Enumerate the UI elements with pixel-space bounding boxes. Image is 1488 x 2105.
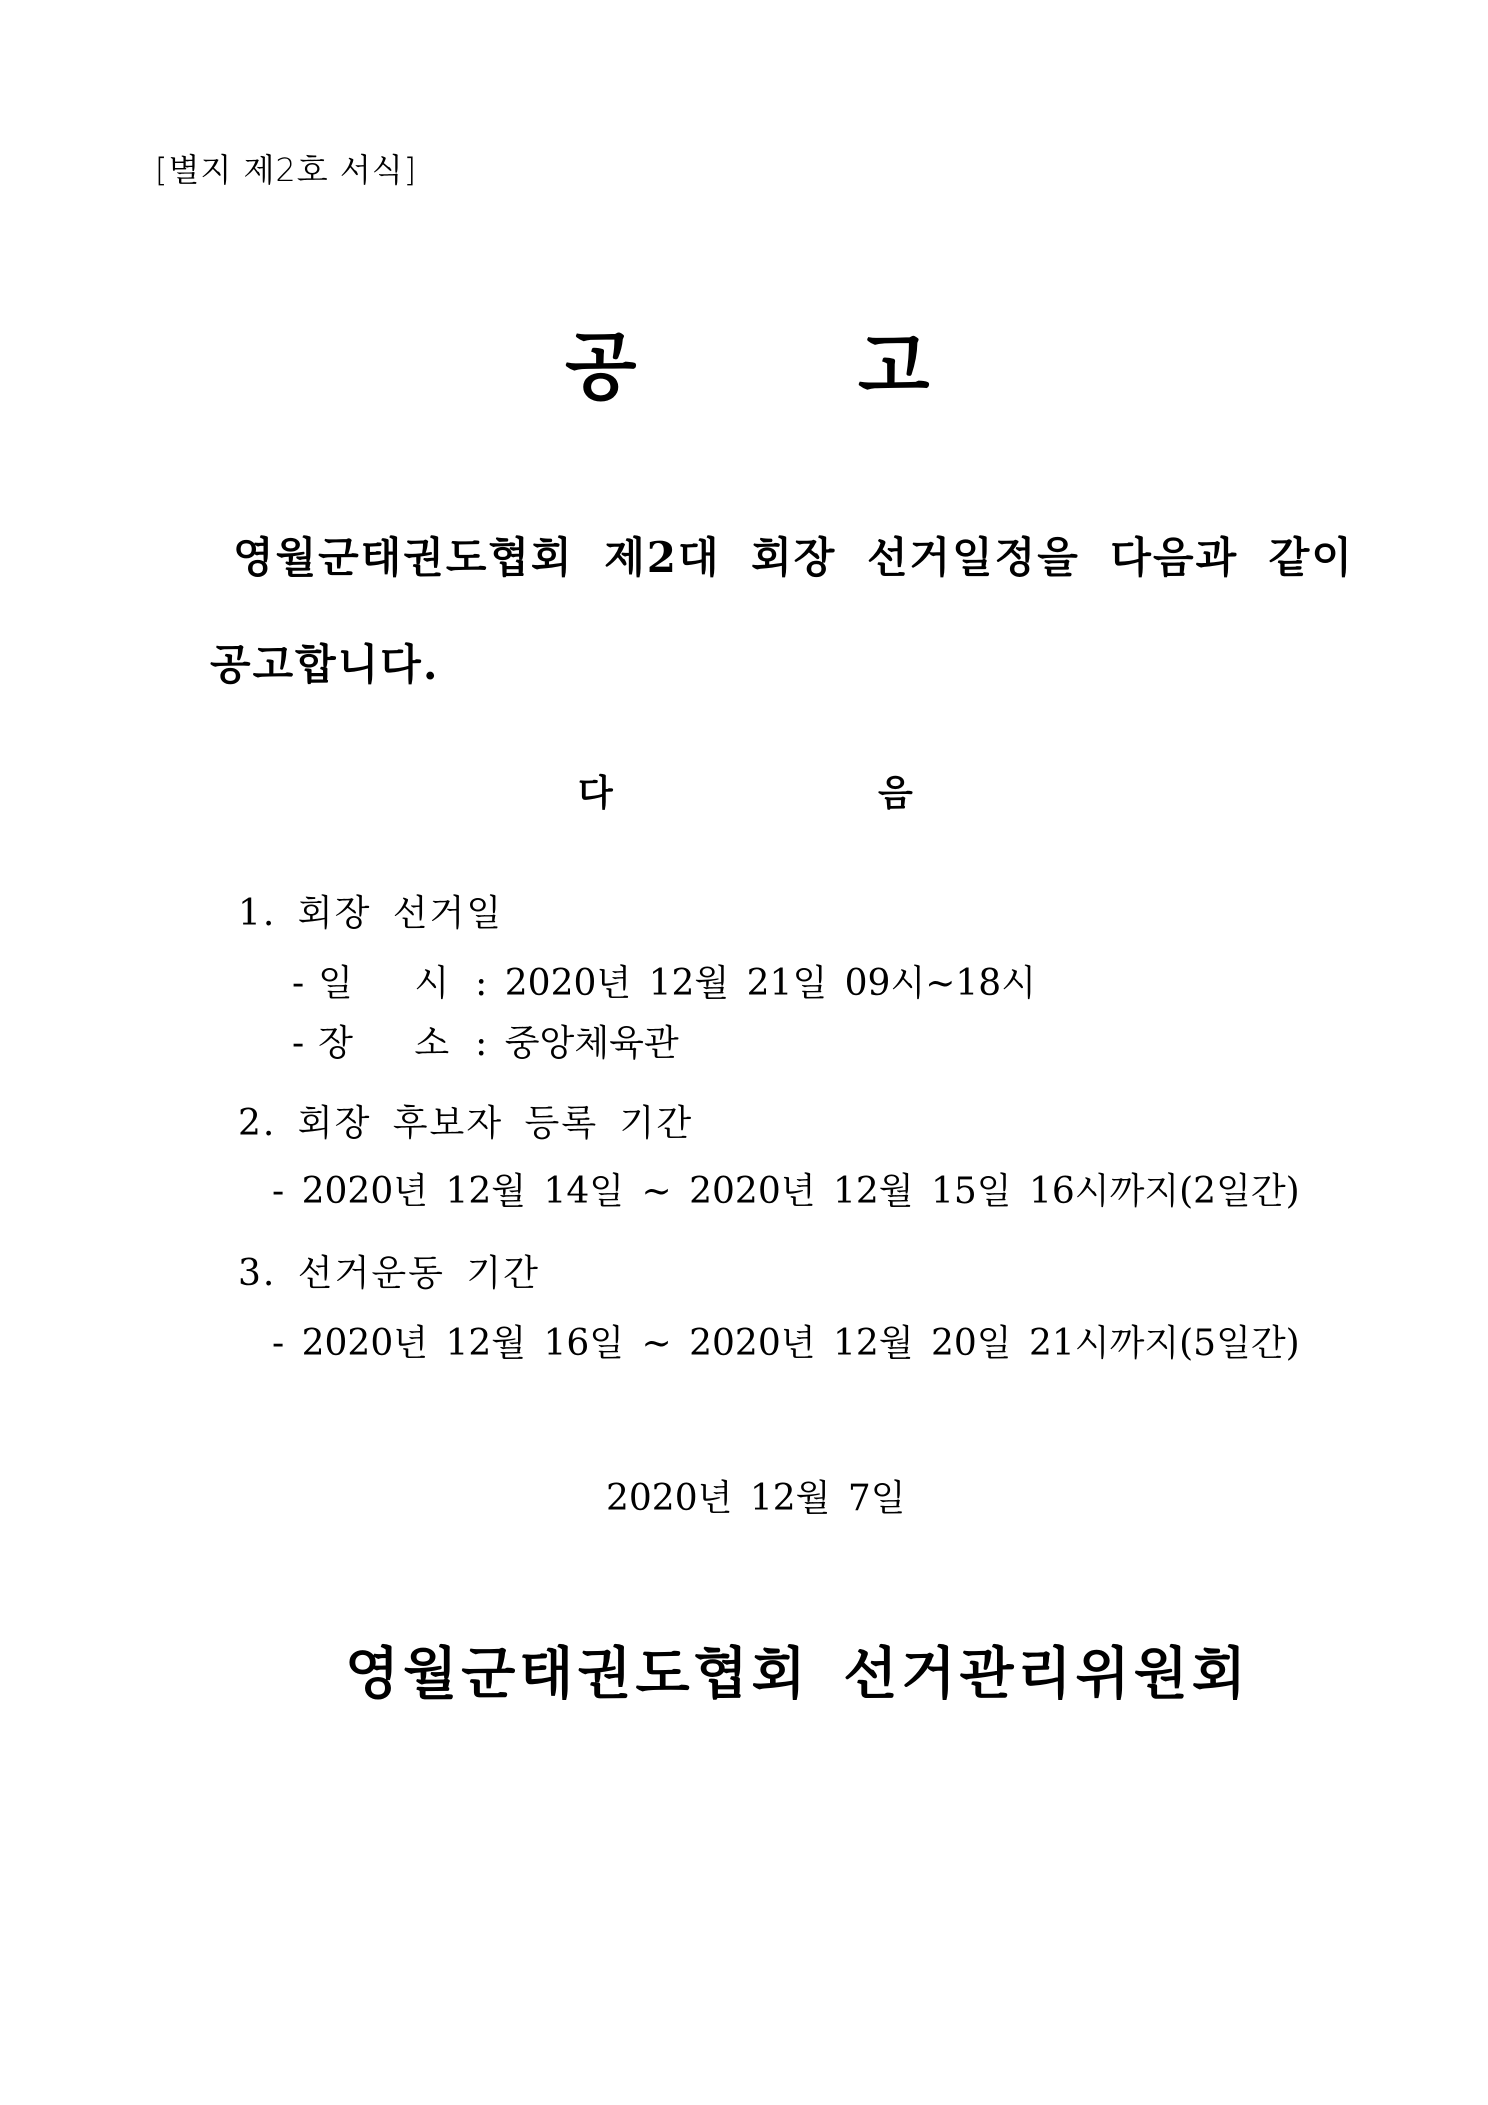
item-title-campaign-period: 3. 선거운동 기간: [238, 1253, 540, 1294]
form-label: [별지 제2호 서식]: [155, 151, 418, 189]
detail-location: [292, 1015, 679, 1066]
section-heading-part-2: 음: [878, 772, 913, 814]
registration-period-range: - 2020년 12월 14일 ~ 2020년 12월 15일 16시까지(2일간): [272, 1171, 1300, 1212]
detail-separator: :: [475, 1023, 488, 1064]
section-heading-part-1: 다: [578, 772, 613, 814]
item-title-registration-period: 2. 회장 후보자 등록 기간: [238, 1103, 694, 1144]
detail-dash: -: [292, 1023, 305, 1064]
detail-dash: -: [292, 963, 305, 1004]
detail-value: 중앙체육관: [504, 1023, 679, 1064]
detail-separator: :: [475, 963, 488, 1004]
detail-datetime: [292, 955, 1036, 1006]
detail-label: 일 시: [318, 963, 472, 1004]
announcement-date: 2020년 12월 7일: [606, 1478, 906, 1519]
document-title-part-1: 공: [565, 324, 637, 410]
detail-value: 2020년 12월 21일 09시~18시: [504, 963, 1036, 1004]
issuing-organization: 영월군태권도협회 선거관리위원회: [345, 1641, 1250, 1707]
intro-line-2: 공고합니다.: [210, 640, 440, 689]
intro-line-1: 영월군태권도협회 제2대 회장 선거일정을 다음과 같이: [233, 533, 1354, 582]
item-title-election-day: 1. 회장 선거일: [238, 893, 504, 934]
detail-label: 장 소: [318, 1023, 472, 1064]
document-title-part-2: 고: [858, 324, 930, 410]
campaign-period-range: - 2020년 12월 16일 ~ 2020년 12월 20일 21시까지(5일간): [272, 1323, 1300, 1364]
